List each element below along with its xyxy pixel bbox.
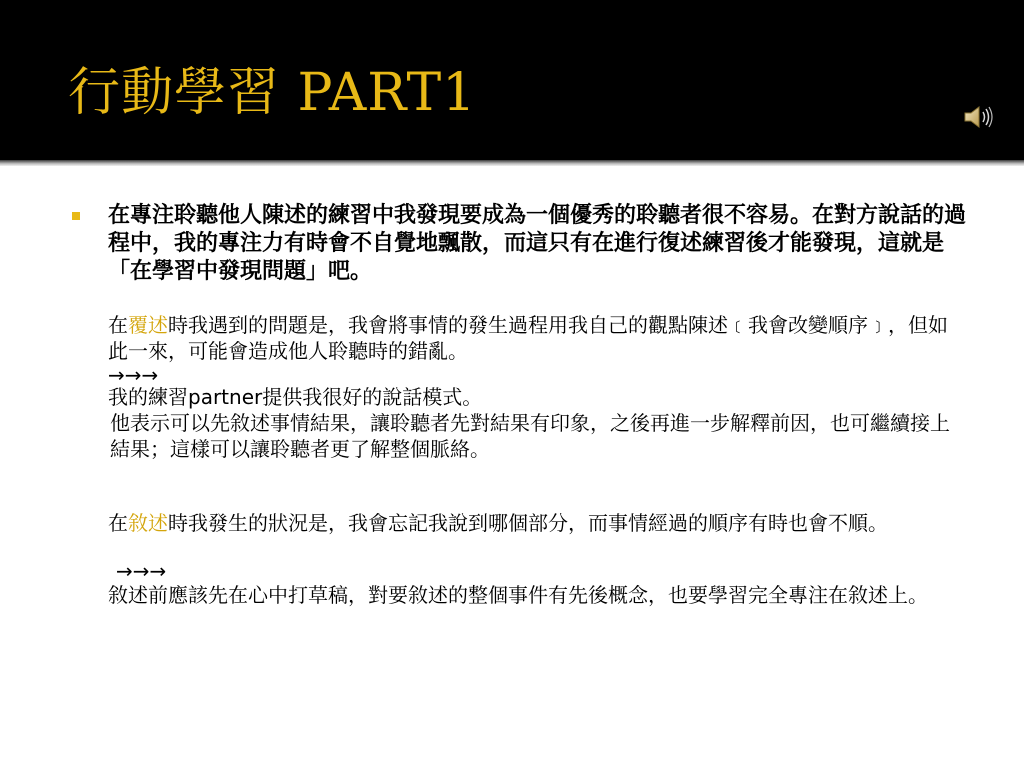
- section1-prefix: 在: [108, 313, 128, 337]
- section1-explanation: 他表示可以先敘述事情結果，讓聆聽者先對結果有印象，之後再進一步解釋前因，也可繼續接上結果；這樣可以讓聆聽者更了解整個脈絡。: [110, 411, 950, 461]
- section2-text: 時我發生的狀況是，我會忘記我說到哪個部分，而事情經過的順序有時也會不順。: [168, 511, 888, 535]
- bullet-marker: [72, 212, 80, 220]
- section1-keyword: 覆述: [128, 313, 168, 337]
- section2-keyword: 敘述: [128, 511, 168, 535]
- section1-text: 時我遇到的問題是，我會將事情的發生過程用我自己的觀點陳述﹝我會改變順序﹞，但如此一來，可能會造成他人聆聽時的錯亂。: [108, 313, 948, 363]
- section1-paragraph: [108, 312, 958, 364]
- section1-arrows: →→→: [108, 363, 159, 387]
- bullet-text: 在專注聆聽他人陳述的練習中我發現要成為一個優秀的聆聽者很不容易。在對方說話的過程中，我的專注力有時會不自覺地飄散，而這只有在進行復述練習後才能發現，這就是「在學習中發現問題」吧。: [108, 203, 967, 284]
- section1-partner-line: 我的練習partner提供我很好的說話模式。: [108, 385, 483, 409]
- section2-arrows: →→→: [116, 559, 167, 583]
- section2-prefix: 在: [108, 511, 128, 535]
- section2-advice: 敘述前應該先在心中打草稿，對要敘述的整個事件有先後概念，也要學習完全專注在敘述上。: [108, 583, 928, 607]
- speaker-icon[interactable]: [962, 104, 994, 130]
- section2-paragraph: [108, 510, 958, 536]
- title-divider: [0, 160, 1024, 166]
- slide-title: 行動學習 PART1: [68, 63, 477, 123]
